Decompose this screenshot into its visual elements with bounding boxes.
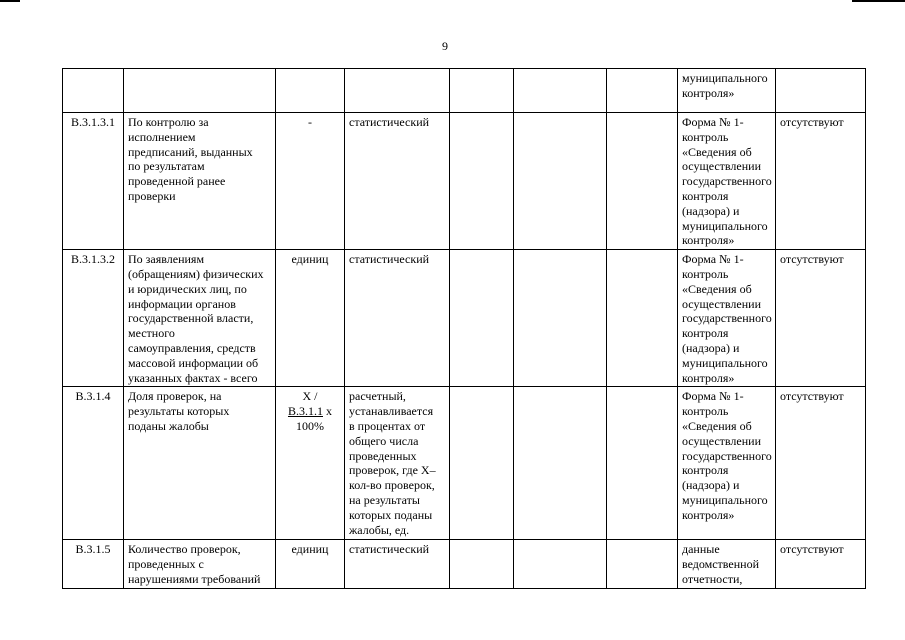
note: отсутствуют [776, 387, 866, 540]
empty-cell [607, 387, 678, 540]
cell-line: контроля» [682, 85, 735, 100]
cell-line: государственного [682, 311, 772, 326]
table-row [63, 250, 866, 387]
cell-line: (надзора) и [682, 340, 740, 355]
cell-line: по результатам [128, 159, 205, 174]
cell-line: «Сведения об [682, 281, 752, 296]
empty-cell [514, 540, 607, 588]
cell-line: государственного [682, 174, 772, 189]
cell-line: проверки [128, 188, 176, 203]
formula-operator: x [323, 404, 332, 419]
formula-line: X / [302, 389, 318, 404]
cell-line: результаты которых [128, 404, 230, 419]
cell-line: проведенных с [128, 557, 204, 572]
cell-line: муниципального [682, 218, 768, 233]
calculation-method [345, 69, 450, 113]
cell-line: По заявлениям [128, 252, 205, 267]
unit-of-measure [276, 69, 345, 113]
indicator-code [63, 69, 124, 113]
cell-line: на результаты [349, 492, 420, 507]
cell-line: (надзора) и [682, 203, 740, 218]
indicators-table [62, 68, 866, 589]
page-number: 9 [442, 39, 448, 53]
cell-line: и юридических лиц, по [128, 281, 247, 296]
cell-line: информации органов [128, 296, 236, 311]
note: отсутствуют [776, 540, 866, 588]
indicator-name [124, 69, 276, 113]
cell-line: Доля проверок, на [128, 389, 222, 404]
cell-line: поданы жалобы [128, 418, 209, 433]
indicator-name [124, 387, 276, 540]
indicator-name [124, 113, 276, 250]
data-source [678, 113, 776, 250]
calculation-method: статистический [345, 540, 450, 588]
cell-line: проверок, где X– [349, 463, 436, 478]
cell-line: По контролю за [128, 115, 209, 129]
empty-cell [450, 387, 514, 540]
cell-line: Форма № 1- [682, 252, 744, 267]
cell-line: в процентах от [349, 418, 426, 433]
cell-line: местного [128, 326, 175, 341]
formula-line: 100% [296, 418, 324, 433]
cell-line: контроль [682, 129, 729, 144]
cell-line: контроля» [682, 233, 735, 248]
data-source [678, 387, 776, 540]
data-source [678, 540, 776, 588]
unit-of-measure [276, 387, 345, 540]
empty-cell [514, 69, 607, 113]
cell-line: самоуправления, средств [128, 340, 256, 355]
cell-line: предписаний, выданных [128, 144, 253, 159]
indicator-reference-link[interactable]: В.3.1.1 [287, 404, 323, 419]
empty-cell [514, 387, 607, 540]
cell-line: данные [682, 542, 720, 557]
note: отсутствуют [776, 250, 866, 387]
cell-line: «Сведения об [682, 418, 752, 433]
table-row [63, 540, 866, 588]
cell-line: контроля [682, 326, 729, 341]
cell-line: контроль [682, 404, 729, 419]
note [776, 69, 866, 113]
unit-of-measure: единиц [276, 250, 345, 387]
cell-line: муниципального [682, 71, 768, 85]
empty-cell [607, 540, 678, 588]
empty-cell [450, 540, 514, 588]
empty-cell [514, 250, 607, 387]
calculation-method [345, 387, 450, 540]
empty-cell [450, 250, 514, 387]
cell-line: расчетный, [349, 389, 406, 404]
cell-line: контроля» [682, 507, 735, 522]
table-row [63, 387, 866, 540]
cell-line: Количество проверок, [128, 542, 241, 557]
calculation-method: статистический [345, 250, 450, 387]
unit-of-measure: - [276, 113, 345, 250]
empty-cell [607, 250, 678, 387]
cell-line: муниципального [682, 492, 768, 507]
cell-line: (надзора) и [682, 478, 740, 493]
data-source [678, 250, 776, 387]
indicator-code: В.3.1.3.2 [63, 250, 124, 387]
cell-line: проведенной ранее [128, 174, 226, 189]
cell-line: (обращениям) физических [128, 266, 264, 281]
table-row [63, 69, 866, 113]
cell-line: проведенных [349, 448, 417, 463]
empty-cell [450, 69, 514, 113]
cell-line: контроля [682, 463, 729, 478]
cell-line: указанных фактах - всего [128, 370, 258, 385]
cell-line: исполнением [128, 129, 196, 144]
indicator-code: В.3.1.5 [63, 540, 124, 588]
note: отсутствуют [776, 113, 866, 250]
cell-line: Форма № 1- [682, 115, 744, 129]
top-right-corner-mark [852, 0, 905, 2]
cell-line: муниципального [682, 355, 768, 370]
empty-cell [514, 113, 607, 250]
empty-cell [607, 69, 678, 113]
cell-line: Форма № 1- [682, 389, 744, 404]
cell-line: устанавливается [349, 404, 434, 419]
cell-line: осуществлении [682, 296, 761, 311]
cell-line: общего числа [349, 433, 419, 448]
cell-line: массовой информации об [128, 355, 259, 370]
indicator-name [124, 250, 276, 387]
cell-line: ведомственной [682, 557, 759, 572]
cell-line: «Сведения об [682, 144, 752, 159]
cell-line: кол-во проверок, [349, 478, 435, 493]
empty-cell [607, 113, 678, 250]
calculation-method: статистический [345, 113, 450, 250]
unit-of-measure: единиц [276, 540, 345, 588]
indicator-name [124, 540, 276, 588]
indicator-code: В.3.1.4 [63, 387, 124, 540]
empty-cell [450, 113, 514, 250]
top-left-corner-mark [0, 0, 20, 2]
data-source [678, 69, 776, 113]
cell-line: осуществлении [682, 433, 761, 448]
table-row [63, 113, 866, 250]
cell-line: отчетности, [682, 571, 743, 586]
cell-line: осуществлении [682, 159, 761, 174]
cell-line: контроля [682, 188, 729, 203]
cell-line: нарушениями требований [128, 571, 261, 586]
cell-line: которых поданы [349, 507, 433, 522]
indicator-code: В.3.1.3.1 [63, 113, 124, 250]
cell-line: контроль [682, 266, 729, 281]
cell-line: государственной власти, [128, 311, 254, 326]
cell-line: контроля» [682, 370, 735, 385]
cell-line: государственного [682, 448, 772, 463]
cell-line: жалобы, ед. [349, 522, 410, 537]
